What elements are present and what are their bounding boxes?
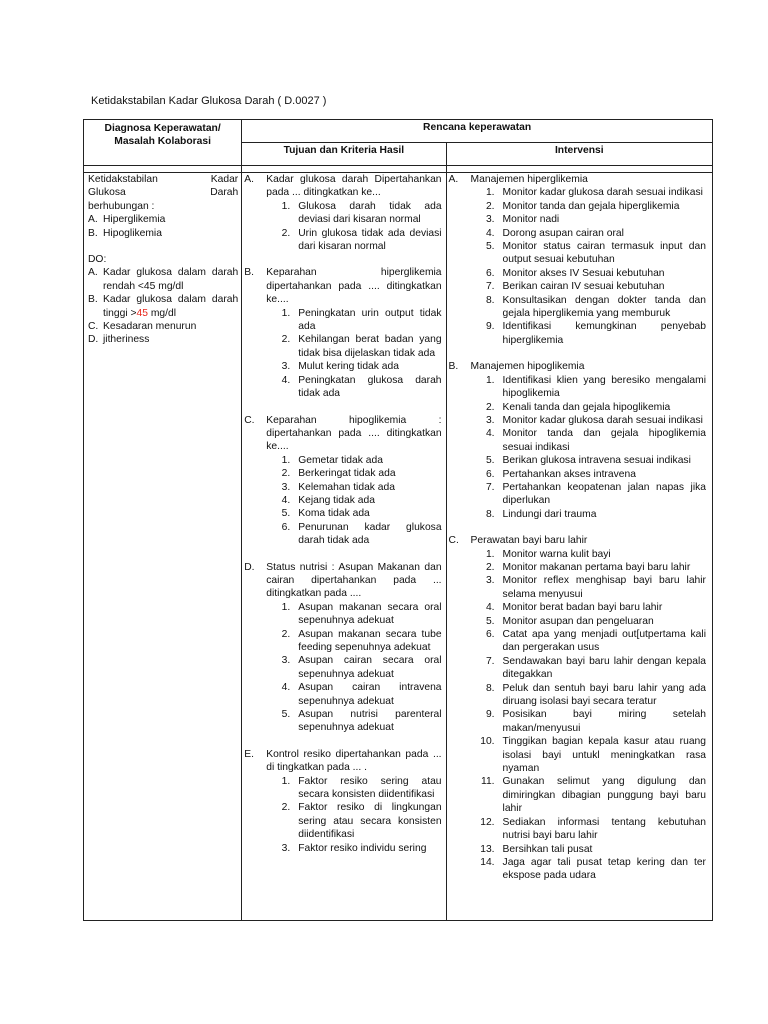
item-text: Kehilangan berat badan yang tidak bisa dijelaskan tidak ada [298,334,442,359]
tujuan-list-item [266,307,441,334]
item-text: Faktor resiko individu sering [298,842,427,854]
item-text: Konsultasikan dengan dokter tanda dan gejala hiperglikemia yang memburuk [502,294,706,320]
item-text: Identifikasi klien yang beresiko mengalami hipoglikemia [502,374,706,400]
tujuan-list-item [266,200,441,227]
intervensi-list-item [471,240,706,267]
intervensi-list-item [471,628,706,655]
item-text: Tinggikan bagian kepala kasur atau ruang isolasi bayi untukl meningkatkan rasa nyaman [502,736,706,775]
document-title: Ketidakstabilan Kadar Glukosa Darah ( D.0027 ) [91,95,327,107]
item-text: Urin glukosa tidak ada deviasi dari kisaran normal [298,227,442,253]
diagnosa-list-item: B. Hipoglikemia [88,227,162,239]
item-number: 6. [485,629,495,640]
item-number: 8. [485,682,495,694]
item-text: Monitor tanda dan gejala hiperglikemia [502,200,680,212]
item-number: 2. [281,802,291,814]
tujuan-list-item [266,521,441,548]
item-number: 9. [485,709,495,721]
item-number: 5. [281,709,291,721]
tujuan-list-item [266,454,441,467]
item-number: 11. [480,776,495,788]
item-text: Pertahankan akses intravena [502,468,636,480]
item-text: Peningkatan urin output tidak ada [298,307,442,333]
item-text: Asupan makanan secara tube feeding sepenuhnya adekuat [298,628,442,653]
intervensi-list-item [471,775,706,815]
tujuan-section-heading: Keparahan hipoglikemia : dipertahankan pada .... ditingkatkan ke.... [266,414,442,453]
diagnosa-line-3: berhubungan : [88,200,155,212]
tujuan-list-item [266,227,441,254]
item-text: Koma tidak ada [298,508,370,520]
intervensi-list-item [471,508,706,521]
item-number: 10. [480,736,495,748]
item-number: 1. [485,548,495,560]
header-intervensi: Intervensi [446,143,712,166]
tujuan-list-item [266,333,441,360]
diagnosa-line-2: Glukosa Darah [88,187,239,199]
intervensi-section [447,534,706,883]
item-number: 3. [281,481,291,493]
intervensi-list-item [471,414,706,427]
item-text: Penurunan kadar glukosa darah tidak ada [298,521,442,547]
item-text: Monitor reflex menghisap bayi baru lahir selama menyusui [502,575,706,600]
intervensi-list-item [471,735,706,775]
item-number: 4. [485,602,495,614]
tujuan-list-item [266,467,441,480]
item-text: Lindungi dari trauma [502,508,597,520]
intervensi-list-item [471,227,706,240]
tujuan-section [242,173,441,253]
header-diagnosa: Diagnosa Keperawatan/ Masalah Kolaborasi [84,120,242,166]
tujuan-list-item [266,481,441,494]
item-number: 4. [281,494,291,506]
tujuan-section [242,414,441,548]
intervensi-list-item [471,213,706,226]
intervensi-cell [446,173,712,921]
do-item: C. Kesadaran menurun [88,321,197,333]
item-number: 5. [485,615,495,627]
item-number: 2. [281,227,291,239]
intervensi-list-item [471,655,706,682]
item-number: 4. [485,428,495,440]
intervensi-list-item [471,401,706,414]
tujuan-section-marker: E. [244,748,254,760]
tujuan-list-item [266,654,441,681]
intervensi-list-item [471,574,706,601]
tujuan-list-item [266,507,441,520]
intervensi-list-item [471,816,706,843]
item-number: 13. [480,843,495,855]
tujuan-list-item [266,628,441,655]
tujuan-sections [242,173,445,855]
item-number: 3. [485,214,495,226]
tujuan-section-marker: B. [244,267,254,279]
item-text: Sediakan informasi tentang kebutuhan nutrisi bayi baru lahir [502,816,706,842]
intervensi-section-marker: B. [448,361,459,373]
item-text: Monitor asupan dan pengeluaran [502,615,654,627]
intervensi-list-item [471,481,706,508]
item-text: Monitor berat badan bayi baru lahir [502,602,663,614]
tujuan-section-heading: Kontrol resiko dipertahankan pada ... di tingkatkan pada ... . [266,748,442,774]
intervensi-section-heading: Perawatan bayi baru lahir [470,535,588,547]
item-text: Asupan cairan secara oral sepenuhnya adekuat [298,655,442,680]
item-text: Berkeringat tidak ada [298,468,396,480]
item-text: Jaga agar tali pusat tetap kering dan ter ekspose pada udara [502,856,706,882]
item-text: Faktor resiko di lingkungan sering atau secara konsisten diidentifikasi [298,802,442,841]
tujuan-section [242,266,441,400]
item-text: Monitor tanda dan gejala hipoglikemia sesuai indikasi [502,428,706,453]
item-text: Asupan nutrisi parenteral sepenuhnya adekuat [298,709,442,734]
item-number: 4. [281,374,291,386]
tujuan-list-item [266,681,441,708]
item-text: Berikan cairan IV sesuai kebutuhan [502,281,665,293]
tujuan-section-marker: D. [244,561,255,573]
item-text: Kejang tidak ada [298,494,375,506]
item-number: 6. [281,521,291,533]
intervensi-section-heading: Manajemen hipoglikemia [470,361,585,373]
item-number: 7. [485,481,495,493]
care-plan-table [83,119,713,921]
item-number: 3. [485,575,495,587]
item-number: 4. [485,227,495,239]
item-number: 9. [485,321,495,333]
do-item: B. Kadar glukosa dalam darah tinggi >45 mg/dl [88,294,239,319]
item-number: 7. [485,655,495,667]
intervensi-list-item [471,843,706,856]
item-number: 3. [281,361,291,373]
tujuan-list-item [266,374,441,401]
item-text: Asupan cairan intravena sepenuhnya adekuat [298,682,442,707]
header-tujuan: Tujuan dan Kriteria Hasil [242,143,446,166]
item-number: 2. [281,468,291,480]
item-text: Glukosa darah tidak ada deviasi dari kisaran normal [298,200,442,226]
tujuan-cell [242,173,446,921]
diagnosa-line-1: Ketidakstabilan Kadar [88,174,239,185]
tujuan-list-item [266,601,441,628]
do-item: D. jitheriness [88,334,150,346]
item-number: 1. [281,200,291,212]
intervensi-list-item [471,454,706,467]
intervensi-list-item [471,267,706,280]
tujuan-section-heading: Status nutrisi : Asupan Makanan dan cairan dipertahankan pada ... ditingkatkan pada .... [266,561,442,600]
item-text: Peningkatan glukosa darah tidak ada [298,374,442,400]
intervensi-list-item [471,682,706,709]
item-text: Identifikasi kemungkinan penyebab hiperglikemia [502,321,706,346]
intervensi-list-item [471,548,706,561]
item-number: 8. [485,294,495,306]
item-text: Dorong asupan cairan oral [502,227,624,239]
intervensi-list-item [471,468,706,481]
item-number: 2. [281,334,291,346]
intervensi-list-item [471,856,706,883]
intervensi-list-item [471,561,706,574]
item-number: 2. [485,561,495,573]
item-number: 1. [281,775,291,787]
item-number: 1. [281,601,291,613]
item-number: 4. [281,682,291,694]
intervensi-list-item [471,200,706,213]
item-number: 3. [485,414,495,426]
do-label: DO: [88,254,107,266]
intervensi-list-item [471,320,706,347]
item-text: Posisikan bayi miring setelah makan/menyusui [502,709,706,734]
tujuan-section [242,748,441,855]
intervensi-list-item [471,601,706,614]
intervensi-list-item [471,708,706,735]
tujuan-list-item [266,360,441,373]
item-text: Catat apa yang menjadi out[utpertama kali dan pergerakan usus [502,629,706,654]
item-text: Monitor kadar glukosa darah sesuai indikasi [502,414,703,426]
intervensi-section-heading: Manajemen hiperglikemia [470,174,588,185]
tujuan-list-item [266,801,441,841]
item-number: 2. [485,200,495,212]
item-number: 14. [480,856,495,868]
item-text: Monitor akses IV Sesuai kebutuhan [502,267,665,279]
item-text: Monitor kadar glukosa darah sesuai indikasi [502,187,703,199]
tujuan-list-item [266,842,441,855]
item-text: Kelemahan tidak ada [298,481,395,493]
intervensi-list-item [471,427,706,454]
item-number: 12. [480,816,495,828]
item-text: Mulut kering tidak ada [298,361,399,373]
item-text: Berikan glukosa intravena sesuai indikasi [502,455,691,467]
item-number: 8. [485,508,495,520]
item-text: Monitor warna kulit bayi [502,548,611,560]
tujuan-list-item [266,494,441,507]
intervensi-list-item [471,186,706,199]
item-number: 7. [485,281,495,293]
intervensi-list-item [471,280,706,293]
item-number: 3. [281,842,291,854]
item-number: 1. [485,374,495,386]
item-number: 2. [485,401,495,413]
intervensi-section [447,360,706,521]
item-number: 5. [485,241,495,253]
tujuan-list-item [266,708,441,735]
tujuan-section-heading: Keparahan hiperglikemia dipertahankan pada .... ditingkatkan ke.... [266,267,442,306]
intervensi-section-marker: A. [448,174,459,185]
do-item: A. Kadar glukosa dalam darah rendah <45 mg/dl [88,267,239,292]
item-number: 2. [281,628,291,640]
item-text: Monitor nadi [502,214,560,226]
item-number: 5. [281,508,291,520]
item-text: Asupan makanan secara oral sepenuhnya adekuat [298,601,442,627]
diagnosa-cell [84,173,242,921]
item-text: Bersihkan tali pusat [502,843,593,855]
item-text: Kenali tanda dan gejala hipoglikemia [502,401,671,413]
tujuan-section [242,561,441,735]
item-text: Monitor status cairan termasuk input dan output sesuai kebutuhan [502,241,706,266]
item-number: 6. [485,267,495,279]
diagnosa-list-item: A. Hiperglikemia [88,214,166,226]
intervensi-list-item [471,374,706,401]
item-number: 1. [281,307,291,319]
item-text: Gemetar tidak ada [298,454,383,466]
item-text: Faktor resiko sering atau secara konsisten diidentifikasi [298,775,442,801]
item-text: Peluk dan sentuh bayi baru lahir yang ada diruang isolasi bayi secara teratur [502,682,706,708]
item-number: 5. [485,455,495,467]
tujuan-section-marker: A. [244,174,254,185]
header-rencana: Rencana keperawatan [242,120,713,143]
intervensi-section-marker: C. [448,535,459,547]
item-text: Sendawakan bayi baru lahir dengan kepala ditegakkan [502,655,706,681]
item-number: 6. [485,468,495,480]
item-text: Pertahankan keopatenan jalan napas jika diperlukan [502,481,706,507]
tujuan-section-heading: Kadar glukosa darah Dipertahankan pada ... ditingkatkan ke... [266,174,442,199]
intervensi-sections [447,173,712,883]
item-text: Gunakan selimut yang digulung dan dimiringkan dibagian punggung bayi baru lahir [502,776,706,815]
intervensi-list-item [471,615,706,628]
tujuan-list-item [266,775,441,802]
item-number: 1. [281,454,291,466]
intervensi-list-item [471,294,706,321]
intervensi-section [447,173,706,347]
item-text: Monitor makanan pertama bayi baru lahir [502,561,691,573]
item-number: 1. [485,187,495,199]
item-number: 3. [281,655,291,667]
tujuan-section-marker: C. [244,414,255,426]
